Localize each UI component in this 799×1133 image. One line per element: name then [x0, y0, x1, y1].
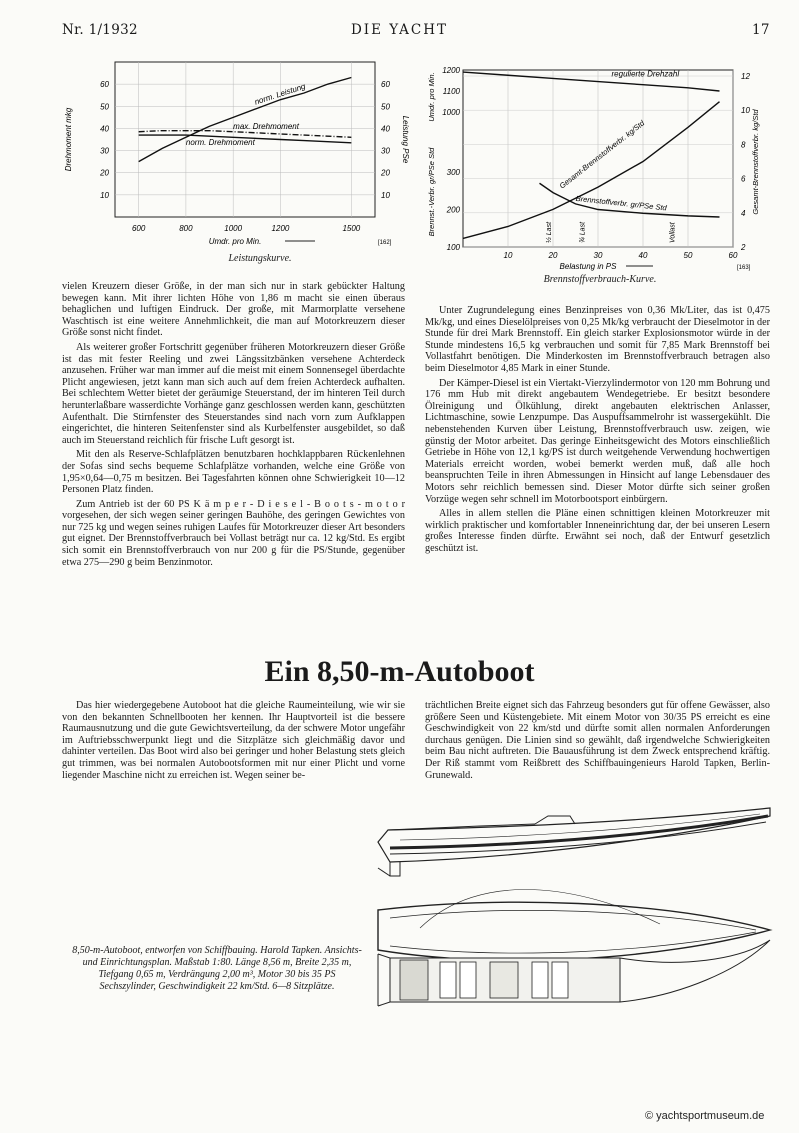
series-line-0 [463, 69, 720, 91]
x-tick-label: 50 [683, 251, 693, 260]
boat-deck-plan [378, 890, 770, 1006]
boat-caption: 8,50-m-Autoboot, entworfen von Schiffbauing. Harold Tapken. Ansichts- und Einrichtungsplan. Maßstab 1:80. Länge 8,56 m, Breite 2,35 m, Tiefgang 0,65 m, Verdrängung 2,00 m³, Motor 30 bis 35 PS Sechszylinder, Geschwindigkeit 22 km/Std. 6—8 Sitzplätze. [72, 945, 362, 992]
paragraph: Alles in allem stellen die Pläne einen schnittigen kleinen Motorkreuzer mit wirklich praktischer und komfortabler Inneneinrichtung dar, der bei unseren Lesern großes Interesse finden dürfte. Erwähnt sei noch, daß der Entwurf gesetzlich geschützt ist. [425, 508, 770, 554]
series-label: norm. Drehmoment [185, 138, 255, 148]
x-axis-label: Belastung in PS [559, 262, 617, 271]
y-tick-label-right: 30 [381, 146, 390, 156]
series-label: max. Drehmoment [233, 121, 299, 131]
x-tick-label: 40 [638, 251, 648, 260]
x-tick-label: 10 [503, 251, 513, 260]
series-line-1 [463, 102, 720, 239]
y-tick-label-right: 50 [381, 102, 390, 112]
y-tick-label-left: 10 [100, 190, 109, 200]
y-tick-label-right: 10 [381, 190, 390, 200]
load-mark-label: ¾ Last [579, 221, 587, 243]
y-tick-label-left: 20 [100, 168, 109, 178]
y-axis-label-left-top: Umdr. pro Min. [427, 72, 436, 122]
series-line-0 [139, 78, 352, 162]
x-tick-label: 1200 [271, 224, 290, 233]
series-label: regulierte Drehzahl [611, 69, 680, 79]
figure-number: [162] [378, 240, 392, 246]
paragraph: Der Kämper-Diesel ist ein Viertakt-Vierzylindermotor von 120 mm Bohrung und 176 mm Hub mit direkt angebautem Wendegetriebe. Er besitzt besondere Ölreinigung und Ölkühlung, direkt angebauten elektrischen Anlasser, Lichtmaschine, sowie Lenzpumpe. Das Auspuffsammelrohr ist wassergekühlt. Die nebenstehenden Kurven über Leistung, Brennstoffverbrauch usw. zeigen, wie günstig der Motor arbeitet. Das geringe Einheitsgewicht des Motors einschließlich Getriebe in Höhe von 12,1 kg/PS ist durch weitgehende Verwendung hochwertigen Materials erreicht worden, wobei bemerkt werden muß, daß alle hoch beanspruchten Teile in ihren Abmessungen in Hinsicht auf lange Lebensdauer des Motors sehr reichlich bemessen sind. Dieser Motor dürfte sich seiner großen Vorzüge wegen sehr schnell im Motorbootsport einbürgern. [425, 377, 770, 505]
left-text-column [62, 281, 405, 571]
x-tick-label: 60 [728, 251, 738, 260]
y-tick-label-right: 10 [741, 106, 750, 116]
journal-title: DIE YACHT [350, 22, 449, 38]
paragraph: Das hier wiedergegebene Autoboot hat die gleiche Raumeinteilung, wie wir sie von den bekannten Schnellbooten her kennen. Ihr Hauptvorteil ist die bessere Raumausnutzung und die gute Gewichtsverteilung, da der schwere Motor ungefähr im Auftriebsschwerpunkt liegt und die Sitzplätze sich gleichmäßig davor und dahinter verteilen. Das Boot wird also bei geringer und hoher Belastung stets gleich gut trimmen, was bei normalen Autobootsformen mit nur einer Plicht und vorne liegender Maschine nicht zu erreichen ist. Wegen seiner be- [62, 700, 405, 781]
right-text-column [425, 305, 770, 557]
article-title: Ein 8,50-m-Autoboot [264, 655, 535, 688]
y-axis-label-left: Drehmoment mkg [64, 107, 73, 172]
y-tick-label-left: 1200 [442, 66, 460, 75]
fuel-chart-title: Brennstoffverbrauch-Kurve. [543, 274, 657, 285]
y-tick-label-left: 100 [446, 243, 460, 252]
y-tick-label-right: 60 [381, 80, 390, 90]
paragraph: trächtlichen Breite eignet sich das Fahrzeug besonders gut für offene Gewässer, also größere Seen und Küstengebiete. Mit einem Motor von 30/35 PS erreicht es eine Geschwindigkeit von 22 km/std und dürfte somit allen normalen Anforderungen durchaus genügen. Die Linien sind so gewählt, daß irgendwelche Schwierigkeiten beim Bau nicht auftreten. Die Bauausführung ist dem Zweck entsprechend kräftig. Der Riß stammt vom Reißbrett des Schiffbauingenieurs Harold Tapken, Berlin-Grunewald. [425, 700, 770, 781]
x-tick-label: 30 [593, 251, 603, 260]
paragraph: Als weiterer großer Fortschritt gegenüber früheren Motorkreuzern dieser Größe ist das mit fester Reeling und zwei Längssitzbänken versehene Achterdeck anzusehen. Früher war man immer auf die meist mit einem Sonnensegel überdachte Plicht angewiesen, jetzt kann man sich auch auf dem freien Achterdeck aufhalten. Bei schlechtem Wetter bietet der geräumige Steuerstand, der im hinteren Teil durch herunterlaßbare wasserdichte Vorhänge ganz geschlossen werden kann, geschützten Aufenthalt. Die Stirnfenster des Steuerstandes sind nach vorn zum Aufklappen eingerichtet, die hinteren Seitenfenster sind als Kurbelfenster ausgebildet, so daß auch im Steuerstand reichlich für frische Luft gesorgt ist. [62, 341, 405, 446]
issue-number: Nr. 1/1932 [62, 22, 138, 38]
x-tick-label: 800 [179, 224, 193, 233]
y-tick-label-left: 50 [100, 102, 109, 112]
y-axis-label-right: Leistung PSe [401, 115, 410, 164]
power-chart-title: Leistungskurve. [228, 253, 292, 264]
y-tick-label-left: 1000 [442, 108, 460, 117]
x-tick-label: 600 [131, 224, 146, 233]
x-tick-label: 20 [548, 251, 558, 260]
y-tick-label-left: 300 [446, 168, 460, 177]
watermark: © yachtsportmuseum.de [645, 1110, 765, 1122]
y-tick-label-right: 40 [381, 124, 390, 134]
y-tick-label-left: 40 [100, 124, 109, 134]
load-mark-label: Vollast [669, 222, 677, 243]
x-axis-label: Umdr. pro Min. [208, 237, 262, 246]
figure-number: [163] [737, 265, 751, 271]
y-tick-label-right: 4 [741, 208, 746, 218]
y-axis-label-left: Brennst.-Verbr. gr/PSe Std [427, 147, 436, 237]
paragraph: Zum Antrieb ist der 60 PS K ä m p e r - D i e s e l - B o o t s - m o t o r vorgesehen, der sich wegen seiner geringen Bauhöhe, des geringen Gewichtes von nur 725 kg und wegen seines ruhigen Laufes für Motorkreuzer dieser Art besonders gut eignet. Der Brennstoffverbrauch bei Vollast beträgt nur ca. 12 kg/Std. Es ergibt sich somit ein Brennstoffverbrauch von nur 200 g für die PS/Stunde, gegenüber etwa 275—290 g beim Benzinmotor. [62, 498, 405, 568]
y-tick-label-right: 2 [741, 243, 746, 252]
fuel-curve-chart [428, 52, 768, 272]
paragraph: vielen Kreuzern dieser Größe, in der man sich nur in stark gebückter Haltung bewegen kann. Mit ihrer lichten Höhe von 1,86 m macht sie einen überaus behaglichen und luftigen Eindruck. Der große, mit Marmorplatte versehene Waschtisch ist eine weitere Annehmlichkeit, die man auf Motorkreuzern dieser Größe sonst nicht findet. [62, 281, 405, 339]
page-number: 17 [752, 22, 770, 38]
x-tick-label: 1000 [224, 224, 243, 233]
x-tick-label: 1500 [342, 224, 361, 233]
y-tick-label-right: 8 [741, 140, 746, 150]
series-label: norm. Leistung [253, 81, 307, 107]
boat-plan-drawing [360, 800, 780, 1030]
y-tick-label-right: 20 [381, 168, 390, 178]
series-line-1 [139, 131, 352, 138]
power-curve-chart [55, 52, 415, 267]
series-label: Brennstoffverbr. gr/PSe Std [575, 193, 668, 213]
y-axis-label-right: Gesamt-Brennstoffverbr. kg/Std [751, 109, 760, 215]
paragraph: Mit den als Reserve-Schlafplätzen benutzbaren hochklappbaren Rückenlehnen der Sofas sind sechs bequeme Schlafplätze vorhanden, welche eine Größe von 1,95×0,64—0,75 m besitzen. Bei Tagesfahrten können ohne Schwierigkeit 10—12 Personen Platz finden. [62, 449, 405, 496]
y-tick-label-right: 12 [741, 72, 750, 81]
y-tick-label-right: 6 [741, 174, 746, 184]
series-label: Gesamt-Brennstoffverbr. kg/Std [557, 118, 647, 191]
paragraph: Unter Zugrundelegung eines Benzinpreises von 0,36 Mk/Liter, das ist 0,475 Mk/kg, und eines Dieselölpreises von 0,25 Mk/kg verbraucht der Dieselmotor in der Stunde für drei Mark Brennstoff. Ein gleich starker Explosionsmotor würde in der Stunde mindestens 16,5 kg verbrauchen und somit für 7,85 Mark Brennstoff bei Vollastfahrt benötigen. Die Minderkosten im Brennstoffverbrauch betragen also beim Dieselmotor 4,85 Mark in einer Stunde. [425, 305, 770, 374]
article-right-column [425, 700, 770, 784]
boat-side-elevation [378, 808, 770, 876]
y-tick-label-left: 30 [100, 146, 109, 156]
y-tick-label-left: 1100 [442, 87, 460, 96]
load-mark-label: ½ Last [545, 221, 553, 243]
article-left-column [62, 700, 405, 784]
y-tick-label-left: 60 [100, 80, 109, 90]
y-tick-label-left: 200 [446, 205, 460, 215]
